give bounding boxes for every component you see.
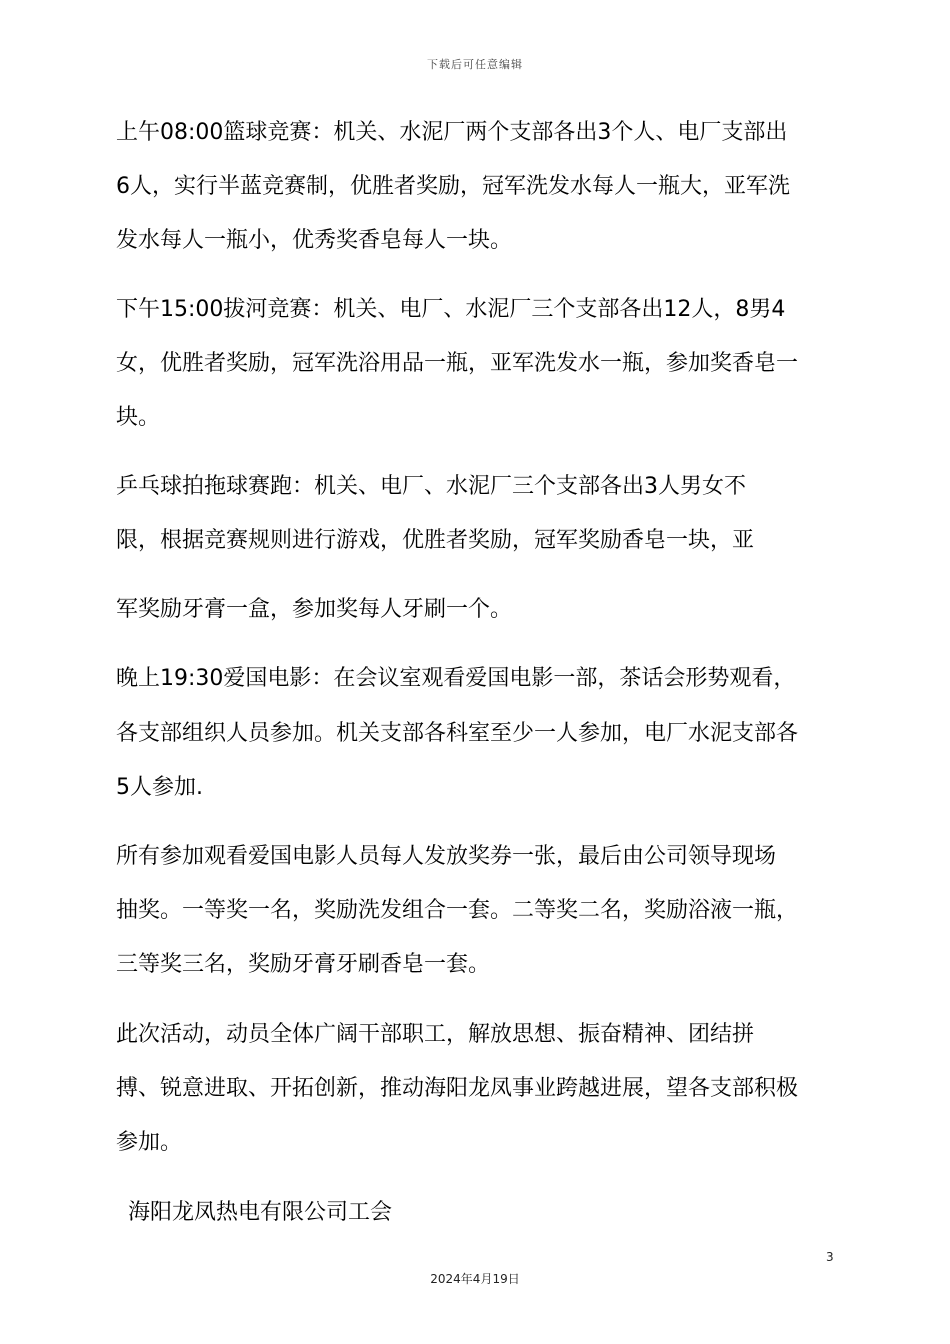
body-line: 此次活动，动员全体广阔干部职工，解放思想、振奋精神、团结拼 [116,1022,755,1047]
body-line: 限，根据竞赛规则进行游戏，优胜者奖励，冠军奖励香皂一块，亚 [116,528,755,553]
body-line: 5人参加. [116,775,203,800]
page-header-note: 下载后可任意编辑 [427,58,523,71]
body-line: 军奖励牙膏一盒，参加奖每人牙刷一个。 [116,597,513,622]
page-number: 3 [826,1250,834,1264]
body-line: 搏、锐意进取、开拓创新，推动海阳龙凤事业跨越进展，望各支部积极 [116,1076,799,1101]
body-line: 抽奖。一等奖一名，奖励洗发组合一套。二等奖二名，奖励浴液一瓶， [116,898,799,923]
body-line: 参加。 [116,1130,183,1155]
body-line: 各支部组织人员参加。机关支部各科室至少一人参加，电厂水泥支部各 [116,721,799,746]
body-line: 发水每人一瓶小，优秀奖香皂每人一块。 [116,228,513,253]
body-line: 乒乓球拍拖球赛跑：机关、电厂、水泥厂三个支部各出3人男女不 [116,474,746,499]
body-line: 上午08:00篮球竞赛：机关、水泥厂两个支部各出3个人、电厂支部出 [116,120,788,145]
body-line: 下午15:00拔河竞赛：机关、电厂、水泥厂三个支部各出12人，8男4 [116,297,786,322]
body-line: 6人，实行半蓝竞赛制，优胜者奖励，冠军洗发水每人一瓶大，亚军洗 [116,174,790,199]
body-line: 块。 [116,405,161,430]
body-line: 三等奖三名，奖励牙膏牙刷香皂一套。 [116,952,491,977]
footer-date: 2024年4月19日 [430,1272,520,1286]
signature: 海阳龙凤热电有限公司工会 [128,1200,393,1225]
body-line: 晚上19:30爱国电影：在会议室观看爱国电影一部，茶话会形势观看， [116,666,796,691]
body-line: 女，优胜者奖励，冠军洗浴用品一瓶，亚军洗发水一瓶，参加奖香皂一 [116,351,799,376]
body-line: 所有参加观看爱国电影人员每人发放奖券一张，最后由公司领导现场 [116,844,777,869]
